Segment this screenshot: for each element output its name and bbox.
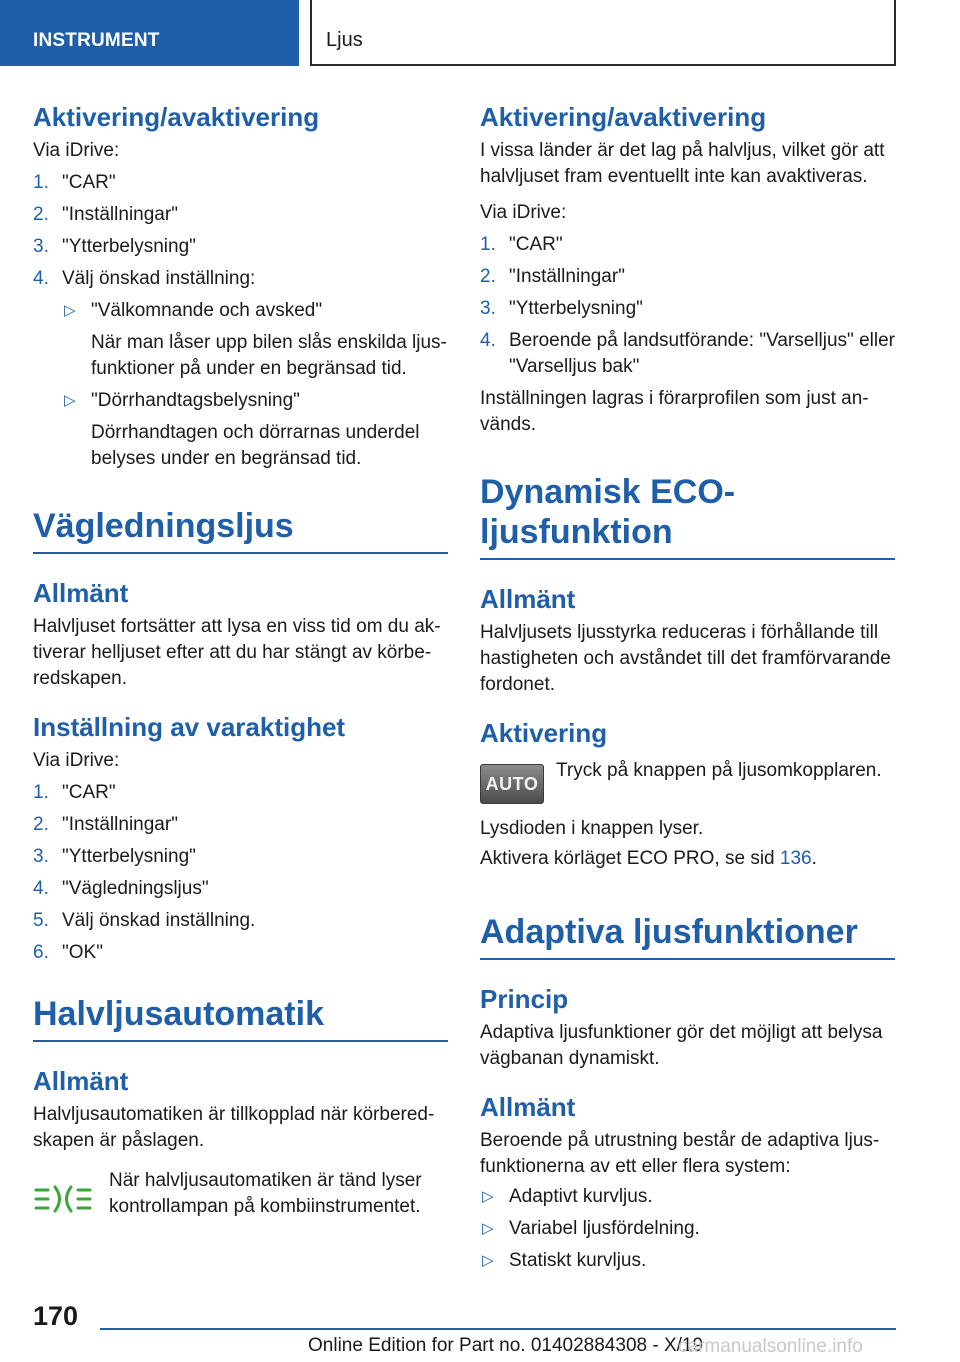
list-item: ▷ "Välkomnande och avsked" När man låser upp bilen slås enskilda ljus-funktioner på under en begränsad tid. (64, 300, 447, 379)
page-header (0, 0, 960, 66)
profile-note: Inställningen lagras i förarprofilen som just an-vänds. (480, 388, 869, 435)
led-text: Lysdioden i knappen lyser. (480, 818, 704, 839)
auto-button-icon: AUTO (480, 764, 544, 804)
list-item: 3. "Ytterbelysning" (33, 236, 196, 257)
page-number: 170 (33, 1301, 79, 1331)
heading-duration: Inställning av varaktighet (33, 712, 346, 742)
page-link[interactable]: 136 (779, 848, 812, 869)
heading-activation-left: Aktivering/avaktivering (33, 102, 320, 132)
heading-guidance-light: Vägledningsljus (33, 506, 448, 554)
list-item: 2. "Inställningar" (480, 266, 625, 287)
section-label: INSTRUMENT (33, 30, 160, 51)
heading-activation: Aktivering (480, 718, 608, 748)
edition-text: Online Edition for Part no. 01402884308 - X/19 (308, 1335, 704, 1356)
heading-auto-low-beam: Halvljusautomatik (33, 994, 448, 1042)
triangle-bullet-icon: ▷ (482, 1220, 494, 1237)
low-beam-indicator-icon (33, 1182, 93, 1222)
list-item: 4. Välj önskad inställning: ▷ "Välkomnande och avsked" När man låser upp bilen slås enskilda ljus-funktioner på under en begränsad tid. ▷ "Dörrhandtagsbelysning" Dörrhandtagen och dörrarnas underdel belyses under en begränsad tid. (33, 266, 448, 472)
indicator-text: När halvljusautomatiken är tänd lyser kontrollampan på kombiinstrumentet. (109, 1170, 422, 1217)
list-item: 6. "OK" (33, 942, 103, 963)
adaptive-text: Beroende på utrustning består de adaptiva ljus-funktionerna av ett eller flera system: (480, 1130, 880, 1177)
list-item: ▷ Statiskt kurvljus. (480, 1248, 895, 1274)
heading-eco-light: Dynamisk ECO-ljusfunktion (480, 472, 895, 560)
list-item: 4. Beroende på landsutförande: "Varselljus" eller "Varselljus bak" (480, 330, 895, 377)
list-item: 3. "Ytterbelysning" (33, 846, 196, 867)
list-item: 5. Välj önskad inställning. (33, 910, 256, 931)
adaptive-systems (480, 1184, 895, 1274)
list-item: 4. "Vägledningsljus" (33, 878, 209, 899)
list-item: 3. "Ytterbelysning" (480, 298, 643, 319)
auto-button-text: Tryck på knappen på ljusomkopplaren. (556, 760, 882, 781)
intro-idrive: Via iDrive: (480, 202, 567, 223)
heading-general: Allmänt (480, 1092, 576, 1122)
eco-text: Halvljusets ljusstyrka reduceras i förhållande till hastigheten och avståndet till det framförvarande fordonet. (480, 622, 891, 695)
chapter-label: Ljus (326, 29, 363, 51)
watermark: carmanualsonline.info (678, 1336, 863, 1357)
right-column (480, 100, 895, 1280)
footer-divider (100, 1328, 896, 1330)
list-item: ▷ "Dörrhandtagsbelysning" Dörrhandtagen och dörrarnas underdel belyses under en begränsad tid. (64, 390, 420, 469)
duration-steps (33, 780, 448, 966)
eco-pro-text: Aktivera körläget ECO PRO, se sid 136. (480, 848, 817, 869)
list-item: 1. "CAR" (33, 782, 116, 803)
heading-activation-right: Aktivering/avaktivering (480, 102, 767, 132)
heading-general: Allmänt (33, 578, 129, 608)
heading-principle: Princip (480, 984, 569, 1014)
list-item: 2. "Inställningar" (33, 204, 178, 225)
intro-idrive: Via iDrive: (33, 750, 120, 771)
heading-general: Allmänt (33, 1066, 129, 1096)
activation-options (62, 298, 448, 472)
intro-idrive: Via iDrive: (33, 140, 120, 161)
auto-text: Halvljusautomatiken är tillkopplad när körbered-skapen är påslagen. (33, 1104, 435, 1151)
triangle-bullet-icon: ▷ (482, 1252, 494, 1269)
list-item: ▷ Variabel ljusfördelning. (480, 1216, 895, 1242)
heading-general: Allmänt (480, 584, 576, 614)
heading-adaptive: Adaptiva ljusfunktioner (480, 912, 895, 960)
triangle-bullet-icon: ▷ (482, 1188, 494, 1205)
activation-steps (33, 170, 448, 472)
list-item: ▷ Adaptivt kurvljus. (480, 1184, 895, 1210)
guidance-text: Halvljuset fortsätter att lysa en viss tid om du ak-tiverar helljuset efter att du har stängt av körbe-redskapen. (33, 616, 441, 689)
section-tab (0, 0, 299, 66)
chapter-box (310, 0, 896, 66)
list-item: 1. "CAR" (33, 172, 116, 193)
indicator-row (33, 1168, 448, 1234)
list-item: 2. "Inställningar" (33, 814, 178, 835)
law-text: I vissa länder är det lag på halvljus, vilket gör att halvljuset fram eventuellt inte kan avaktiveras. (480, 140, 885, 187)
triangle-bullet-icon: ▷ (64, 302, 76, 319)
triangle-bullet-icon: ▷ (64, 392, 76, 409)
drl-steps (480, 232, 895, 380)
left-column (33, 100, 448, 1234)
auto-button-row (480, 758, 895, 816)
principle-text: Adaptiva ljusfunktioner gör det möjligt att belysa vägbanan dynamiskt. (480, 1022, 883, 1069)
list-item: 1. "CAR" (480, 234, 563, 255)
